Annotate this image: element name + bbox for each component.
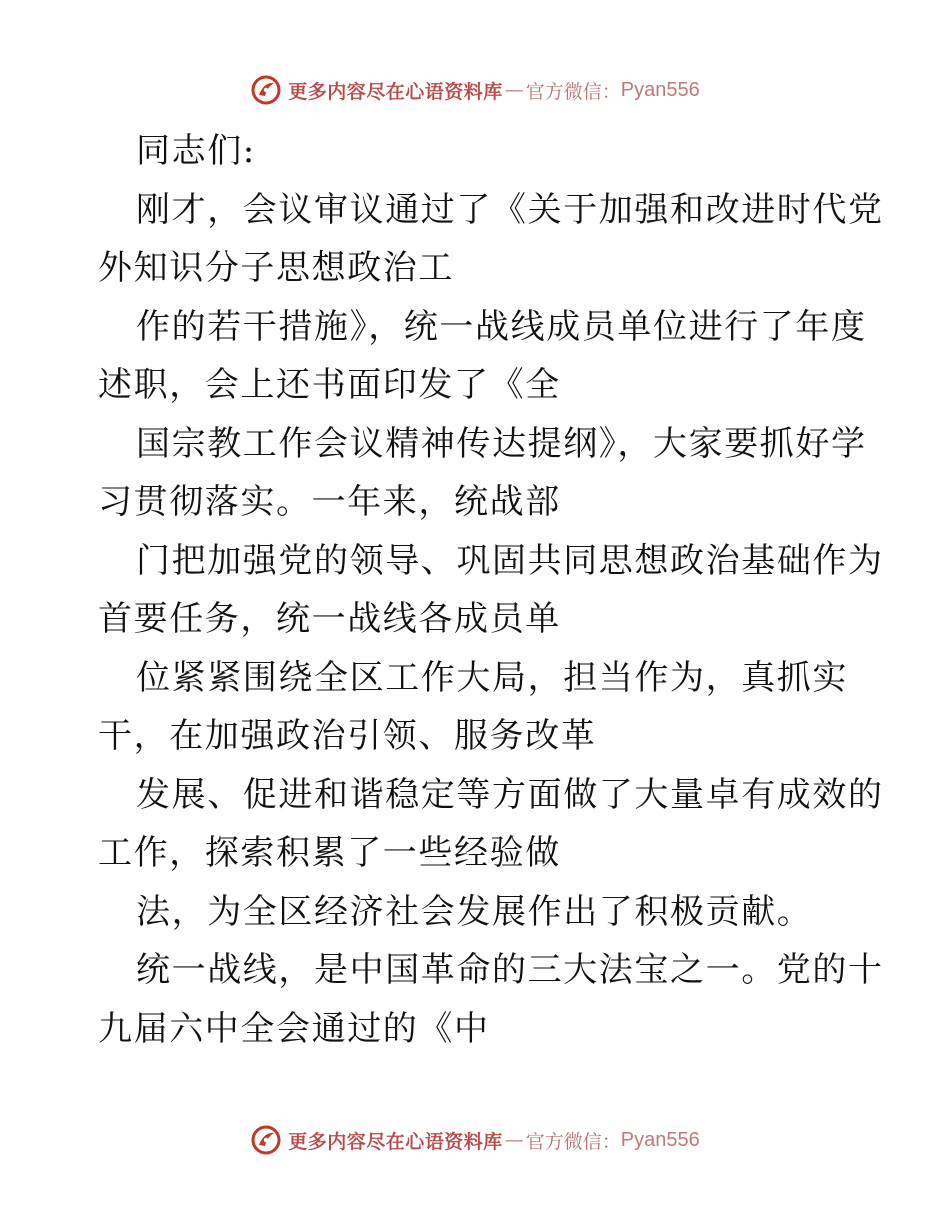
text-line: 国宗教工作会议精神传达提纲》，大家要抓好学 [136, 423, 867, 464]
text-line: 外知识分子思想政治工 [98, 248, 454, 288]
banner-brand-text: 更多内容尽在心语资料库 [288, 1130, 503, 1153]
text-line: 门把加强党的领导、巩固共同思想政治基础作为 [136, 540, 884, 581]
text-line: 干，在加强政治引领、服务改革 [98, 716, 597, 756]
text-line: 习贯彻落实。一年来，统战部 [98, 482, 561, 522]
footer-banner [0, 1120, 950, 1160]
banner-wechat-id: Pyan556 [620, 1128, 700, 1151]
banner-dash: — [504, 1129, 524, 1151]
banner-wechat-label: 官方微信： [525, 80, 621, 103]
text-line: 统一战线，是中国革命的三大法宝之一。党的十 [136, 950, 884, 990]
text-line: 首要任务，统一战线各成员单 [98, 599, 561, 639]
text-line: 位紧紧围绕全区工作大局，担当作为，真抓实 [136, 657, 848, 698]
text-line: 九届六中全会通过的《中 [98, 1008, 490, 1049]
banner-wechat-id: Pyan556 [620, 78, 700, 101]
text-line: 作的若干措施》，统一战线成员单位进行了年度 [136, 306, 867, 347]
text-line: 发展、促进和谐稳定等方面做了大量卓有成效的 [136, 774, 884, 815]
text-line: 工作，探索积累了一些经验做 [98, 833, 561, 873]
banner-brand-text: 更多内容尽在心语资料库 [288, 80, 503, 103]
text-line: 刚才，会议审议通过了《关于加强和改进时代党 [136, 189, 884, 230]
brand-logo-icon [250, 74, 282, 106]
text-line: 述职，会上还书面印发了《全 [98, 365, 561, 405]
brand-logo-icon [250, 1124, 282, 1156]
banner-dash: — [504, 79, 524, 101]
header-banner [0, 70, 950, 110]
document-body [98, 122, 884, 1058]
text-line: 法，为全区经济社会发展作出了积极贡献。 [136, 891, 813, 932]
banner-wechat-label: 官方微信： [525, 1130, 621, 1153]
text-line: 同志们: [136, 131, 256, 171]
